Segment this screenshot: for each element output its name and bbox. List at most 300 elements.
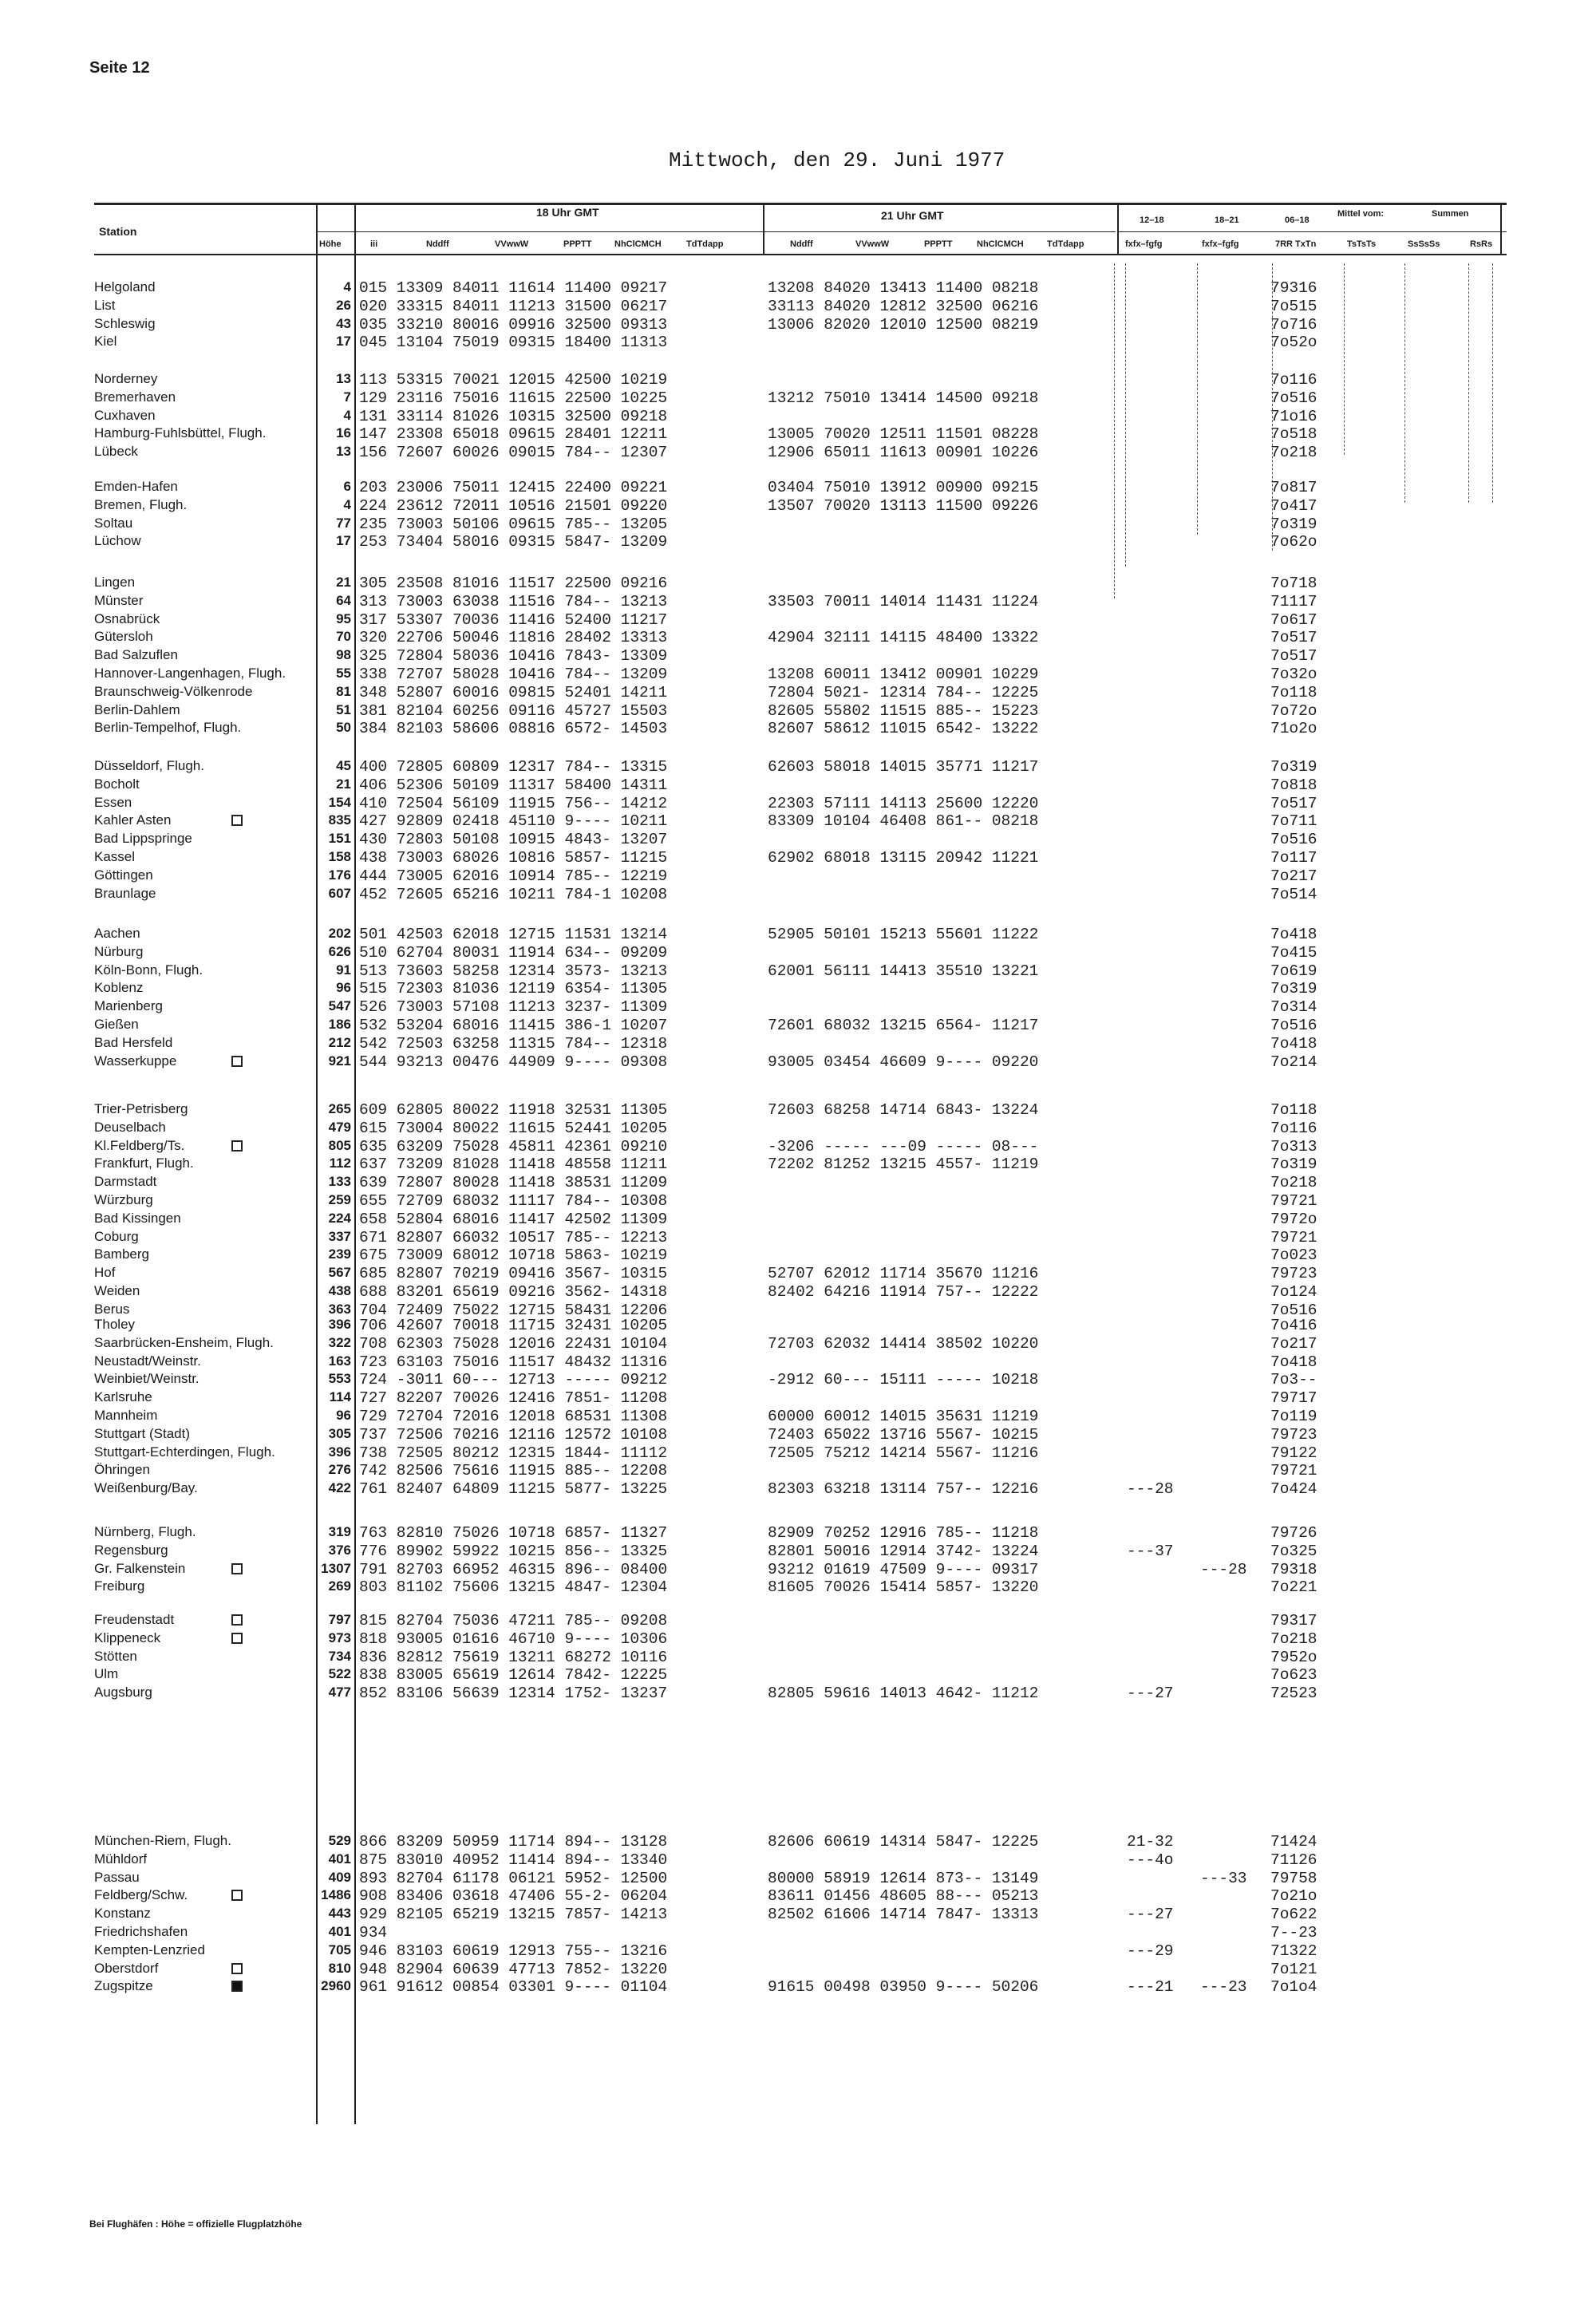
- rr-temp-group: 79318: [1270, 1561, 1317, 1578]
- station-name: Nürnberg, Flugh.: [94, 1524, 196, 1539]
- obs-18-gmt: 156 72607 60026 09015 784-- 12307: [359, 444, 668, 461]
- station-name: Lüchow: [94, 533, 141, 548]
- station-name: Mannheim: [94, 1408, 158, 1423]
- gust-12-18: ---29: [1127, 1942, 1174, 1960]
- rr-temp-group: 7o716: [1270, 316, 1317, 334]
- obs-21-gmt: 91615 00498 03950 9---- 50206: [768, 1978, 1039, 1996]
- rr-temp-group: 7o418: [1270, 1353, 1317, 1371]
- subheader-rule-right: [1117, 231, 1507, 232]
- station-height: 4: [343, 497, 351, 512]
- station-height: 224: [328, 1211, 351, 1226]
- obs-18-gmt: 510 62704 80031 11914 634-- 09209: [359, 944, 668, 962]
- col-rule-21: [1117, 203, 1119, 254]
- rr-temp-group: 7o3--: [1270, 1371, 1317, 1389]
- obs-21-gmt: 42904 32111 14115 48400 13322: [768, 629, 1039, 646]
- rr-temp-group: 7o118: [1270, 684, 1317, 701]
- rr-temp-group: 79721: [1270, 1192, 1317, 1210]
- col-rule-height: [354, 203, 356, 2124]
- table-top-rule: [94, 203, 1507, 205]
- rr-temp-group: 79726: [1270, 1524, 1317, 1542]
- station-height: 16: [336, 425, 351, 440]
- obs-18-gmt: 203 23006 75011 12415 22400 09221: [359, 479, 668, 496]
- station-height: 98: [336, 647, 351, 662]
- obs-18-gmt: 761 82407 64809 11215 5877- 13225: [359, 1480, 668, 1498]
- obs-21-gmt: 12906 65011 11613 00901 10226: [768, 444, 1039, 461]
- station-name: Trier-Petrisberg: [94, 1101, 188, 1116]
- rr-temp-group: 7952o: [1270, 1649, 1317, 1666]
- gust-12-18: ---4o: [1127, 1851, 1174, 1869]
- station-height: 186: [328, 1017, 351, 1032]
- obs-21-gmt: 82801 50016 12914 3742- 13224: [768, 1543, 1039, 1560]
- station-height: 477: [328, 1685, 351, 1700]
- obs-21-gmt: 81605 70026 15414 5857- 13220: [768, 1578, 1039, 1596]
- station-height: 438: [328, 1283, 351, 1298]
- obs-18-gmt: 513 73603 58258 12314 3573- 13213: [359, 962, 668, 980]
- header-ppptt-21: PPPTT: [924, 239, 953, 249]
- station-height: 553: [328, 1371, 351, 1386]
- obs-18-gmt: 818 93005 01616 46710 9---- 10306: [359, 1630, 668, 1648]
- obs-18-gmt: 320 22706 50046 11816 28402 13313: [359, 629, 668, 646]
- obs-18-gmt: 430 72803 50108 10915 4843- 13207: [359, 831, 668, 848]
- rr-temp-group: 7o117: [1270, 849, 1317, 867]
- station-height: 64: [336, 593, 351, 608]
- obs-21-gmt: 82303 63218 13114 757-- 12216: [768, 1480, 1039, 1498]
- rr-temp-group: 7o21o: [1270, 1887, 1317, 1905]
- station-height: 547: [328, 998, 351, 1013]
- obs-18-gmt: 742 82506 75616 11915 885-- 12208: [359, 1462, 668, 1479]
- obs-21-gmt: 22303 57111 14113 25600 12220: [768, 795, 1039, 812]
- obs-18-gmt: 224 23612 72011 10516 21501 09220: [359, 497, 668, 515]
- station-name: Essen: [94, 795, 132, 810]
- obs-21-gmt: 62902 68018 13115 20942 11221: [768, 849, 1039, 867]
- station-height: 1307: [321, 1561, 351, 1576]
- header-06-18: 06–18: [1285, 215, 1310, 225]
- header-station: Station: [99, 225, 137, 238]
- gust-12-18: ---27: [1127, 1906, 1174, 1923]
- station-name: Bremerhaven: [94, 389, 176, 405]
- obs-21-gmt: 72505 75212 14214 5567- 11216: [768, 1444, 1039, 1462]
- obs-18-gmt: 803 81102 75606 13215 4847- 12304: [359, 1578, 668, 1596]
- station-height: 176: [328, 867, 351, 883]
- station-height: 114: [329, 1389, 351, 1404]
- station-name: Klippeneck: [94, 1630, 161, 1645]
- rr-temp-group: 7o62o: [1270, 533, 1317, 551]
- station-name: Tholey: [94, 1317, 136, 1332]
- station-name: List: [94, 298, 116, 313]
- rr-temp-group: 7o514: [1270, 886, 1317, 903]
- obs-18-gmt: 706 42607 70018 11715 32431 10205: [359, 1317, 668, 1334]
- header-tsts: TsTsTs: [1347, 239, 1377, 249]
- obs-21-gmt: 13208 84020 13413 11400 08218: [768, 279, 1039, 297]
- rr-temp-group: 7o72o: [1270, 702, 1317, 720]
- obs-21-gmt: 13507 70020 13113 11500 09226: [768, 497, 1039, 515]
- station-name: Helgoland: [94, 279, 156, 294]
- obs-18-gmt: 325 72804 58036 10416 7843- 13309: [359, 647, 668, 665]
- gust-18-21: ---23: [1200, 1978, 1247, 1996]
- rr-temp-group: 7o515: [1270, 298, 1317, 315]
- rr-temp-group: 7o217: [1270, 1335, 1317, 1353]
- rr-temp-group: 7o711: [1270, 812, 1317, 830]
- station-height: 133: [328, 1174, 351, 1189]
- obs-18-gmt: 763 82810 75026 10718 6857- 11327: [359, 1524, 668, 1542]
- obs-21-gmt: 82606 60619 14314 5847- 12225: [768, 1833, 1039, 1851]
- obs-21-gmt: 13005 70020 12511 11501 08228: [768, 425, 1039, 443]
- obs-18-gmt: 948 82904 60639 47713 7852- 13220: [359, 1961, 668, 1978]
- obs-18-gmt: 729 72704 72016 12018 68531 11308: [359, 1408, 668, 1425]
- station-height: 2960: [321, 1978, 351, 1993]
- station-name: Bremen, Flugh.: [94, 497, 188, 512]
- gust-12-18: ---37: [1127, 1543, 1174, 1560]
- rr-temp-group: 7o623: [1270, 1666, 1317, 1684]
- header-iii: iii: [370, 239, 378, 249]
- obs-18-gmt: 685 82807 70219 09416 3567- 10315: [359, 1265, 668, 1282]
- obs-18-gmt: 427 92809 02418 45110 9---- 10211: [359, 812, 668, 830]
- obs-18-gmt: 131 33114 81026 10315 32500 09218: [359, 408, 668, 425]
- station-name: Norderney: [94, 371, 158, 386]
- rr-temp-group: 7o516: [1270, 1302, 1317, 1319]
- station-height: 259: [328, 1192, 351, 1207]
- station-height: 529: [328, 1833, 351, 1848]
- station-name: Emden-Hafen: [94, 479, 178, 494]
- station-height: 265: [328, 1101, 351, 1116]
- rr-temp-group: 7o417: [1270, 497, 1317, 515]
- station-name: Düsseldorf, Flugh.: [94, 758, 204, 773]
- obs-18-gmt: 815 82704 75036 47211 785-- 09208: [359, 1612, 668, 1629]
- guide-dash-1: [1114, 263, 1115, 598]
- station-height: 21: [336, 776, 351, 792]
- station-name: Friedrichshafen: [94, 1924, 188, 1939]
- rr-temp-group: 7o218: [1270, 1174, 1317, 1191]
- rr-temp-group: 7o118: [1270, 1101, 1317, 1119]
- station-name: Weißenburg/Bay.: [94, 1480, 198, 1495]
- station-name: Marienberg: [94, 998, 163, 1013]
- obs-21-gmt: 82605 55802 11515 885-- 15223: [768, 702, 1039, 720]
- station-height: 810: [328, 1961, 351, 1976]
- obs-18-gmt: 671 82807 66032 10517 785-- 12213: [359, 1229, 668, 1246]
- col-rule-end: [1500, 203, 1502, 254]
- obs-21-gmt: 82909 70252 12916 785-- 11218: [768, 1524, 1039, 1542]
- station-height: 151: [328, 831, 351, 846]
- station-height: 239: [328, 1246, 351, 1262]
- gust-12-18: ---21: [1127, 1978, 1174, 1996]
- station-name: Gr. Falkenstein: [94, 1561, 186, 1576]
- station-name: Bad Kissingen: [94, 1211, 181, 1226]
- obs-18-gmt: 438 73003 68026 10816 5857- 11215: [359, 849, 668, 867]
- footnote: Bei Flughäfen : Höhe = offizielle Flugplatzhöhe: [89, 2218, 302, 2230]
- rr-temp-group: 7o415: [1270, 944, 1317, 962]
- station-height: 158: [328, 849, 351, 864]
- station-height: 401: [328, 1851, 351, 1866]
- obs-21-gmt: 72403 65022 13716 5567- 10215: [768, 1426, 1039, 1444]
- header-18-21: 18–21: [1215, 215, 1239, 225]
- rr-temp-group: 7o319: [1270, 758, 1317, 776]
- station-height: 443: [328, 1906, 351, 1921]
- station-name: Zugspitze: [94, 1978, 153, 1993]
- station-name: Weiden: [94, 1283, 140, 1298]
- rr-temp-group: 79758: [1270, 1870, 1317, 1887]
- obs-21-gmt: 33503 70011 14014 11431 11224: [768, 593, 1039, 610]
- mountain-station-icon: [231, 1890, 243, 1901]
- obs-21-gmt: 83611 01456 48605 88--- 05213: [768, 1887, 1039, 1905]
- obs-18-gmt: 406 52306 50109 11317 58400 14311: [359, 776, 668, 794]
- rr-temp-group: 7o617: [1270, 611, 1317, 629]
- mountain-station-icon: [231, 1963, 243, 1974]
- obs-18-gmt: 348 52807 60016 09815 52401 14211: [359, 684, 668, 701]
- rr-temp-group: 71117: [1270, 593, 1317, 610]
- obs-18-gmt: 015 13309 84011 11614 11400 09217: [359, 279, 668, 297]
- gust-18-21: ---28: [1200, 1561, 1247, 1578]
- obs-18-gmt: 020 33315 84011 11213 31500 06217: [359, 298, 668, 315]
- rr-temp-group: 72523: [1270, 1685, 1317, 1702]
- rr-temp-group: 7o424: [1270, 1480, 1317, 1498]
- obs-21-gmt: 72804 5021- 12314 784-- 12225: [768, 684, 1039, 701]
- obs-18-gmt: 035 33210 80016 09916 32500 09313: [359, 316, 668, 334]
- rr-temp-group: 7o124: [1270, 1283, 1317, 1301]
- station-name: Neustadt/Weinstr.: [94, 1353, 201, 1369]
- station-name: Lingen: [94, 575, 136, 590]
- obs-18-gmt: 532 53204 68016 11415 386-1 10207: [359, 1017, 668, 1034]
- gust-12-18: ---27: [1127, 1685, 1174, 1702]
- station-height: 6: [343, 479, 351, 494]
- header-dew-18: TdTdapp: [686, 239, 724, 249]
- station-name: Öhringen: [94, 1462, 150, 1477]
- obs-18-gmt: 444 73005 62016 10914 785-- 12219: [359, 867, 668, 885]
- station-height: 363: [328, 1302, 351, 1317]
- obs-18-gmt: 791 82703 66952 46315 896-- 08400: [359, 1561, 668, 1578]
- station-name: Regensburg: [94, 1543, 168, 1558]
- subheader-rule: [318, 231, 1116, 232]
- rr-temp-group: 7o319: [1270, 980, 1317, 997]
- station-height: 13: [336, 371, 351, 386]
- station-height: 705: [328, 1942, 351, 1957]
- obs-18-gmt: 609 62805 80022 11918 32531 11305: [359, 1101, 668, 1119]
- obs-18-gmt: 658 52804 68016 11417 42502 11309: [359, 1211, 668, 1228]
- station-height: 921: [328, 1053, 351, 1069]
- station-name: Berus: [94, 1302, 130, 1317]
- obs-18-gmt: 708 62303 75028 12016 22431 10104: [359, 1335, 668, 1353]
- station-name: Saarbrücken-Ensheim, Flugh.: [94, 1335, 274, 1350]
- obs-18-gmt: 253 73404 58016 09315 5847- 13209: [359, 533, 668, 551]
- rr-temp-group: 7o517: [1270, 629, 1317, 646]
- rr-temp-group: 79721: [1270, 1462, 1317, 1479]
- station-height: 202: [328, 926, 351, 941]
- guide-dash-6: [1404, 263, 1405, 503]
- station-name: Stuttgart-Echterdingen, Flugh.: [94, 1444, 275, 1460]
- station-height: 396: [328, 1444, 351, 1460]
- obs-18-gmt: 675 73009 68012 10718 5863- 10219: [359, 1246, 668, 1264]
- station-name: Passau: [94, 1870, 140, 1885]
- station-height: 1486: [321, 1887, 351, 1902]
- station-height: 26: [336, 298, 351, 313]
- obs-21-gmt: 82402 64216 11914 757-- 12222: [768, 1283, 1039, 1301]
- obs-18-gmt: 776 89902 59922 10215 856-- 13325: [359, 1543, 668, 1560]
- rr-temp-group: 7o52o: [1270, 334, 1317, 351]
- station-name: Deuselbach: [94, 1120, 166, 1135]
- station-name: Bad Hersfeld: [94, 1035, 173, 1050]
- rr-temp-group: 7o718: [1270, 575, 1317, 592]
- obs-18-gmt: 410 72504 56109 11915 756-- 14212: [359, 795, 668, 812]
- station-name: Aachen: [94, 926, 140, 941]
- station-name: Kahler Asten: [94, 812, 172, 828]
- rr-temp-group: 71322: [1270, 1942, 1317, 1960]
- station-height: 17: [336, 334, 351, 349]
- station-name: Ulm: [94, 1666, 119, 1681]
- obs-21-gmt: -2912 60--- 15111 ----- 10218: [768, 1371, 1039, 1389]
- guide-dash-7: [1468, 263, 1469, 503]
- station-height: 319: [328, 1524, 351, 1539]
- station-height: 337: [328, 1229, 351, 1244]
- obs-18-gmt: 615 73004 80022 11615 52441 10205: [359, 1120, 668, 1137]
- station-height: 50: [336, 720, 351, 735]
- header-nddff-18: Nddff: [426, 239, 449, 249]
- obs-21-gmt: 13006 82020 12010 12500 08219: [768, 316, 1039, 334]
- station-height: 77: [336, 516, 351, 531]
- obs-18-gmt: 113 53315 70021 12015 42500 10219: [359, 371, 668, 389]
- date-heading: Mittwoch, den 29. Juni 1977: [669, 148, 1005, 172]
- page-number: Seite 12: [89, 59, 150, 77]
- header-clouds-21: NhClCMCH: [977, 239, 1024, 249]
- mountain-station-icon: [231, 1633, 243, 1644]
- obs-18-gmt: 836 82812 75619 13211 68272 10116: [359, 1649, 668, 1666]
- rr-temp-group: 7o516: [1270, 1017, 1317, 1034]
- obs-21-gmt: 80000 58919 12614 873-- 13149: [768, 1870, 1039, 1887]
- station-name: Freiburg: [94, 1578, 145, 1594]
- header-gust-1: fxfx–fgfg: [1125, 239, 1163, 249]
- rr-temp-group: 7o214: [1270, 1053, 1317, 1071]
- rr-temp-group: 79723: [1270, 1426, 1317, 1444]
- obs-18-gmt: 235 73003 50106 09615 785-- 13205: [359, 516, 668, 533]
- mountain-station-filled-icon: [231, 1981, 243, 1992]
- station-name: Kiel: [94, 334, 117, 349]
- mountain-station-icon: [231, 1140, 243, 1152]
- obs-21-gmt: 82607 58612 11015 6542- 13222: [768, 720, 1039, 737]
- rr-temp-group: 7o217: [1270, 867, 1317, 885]
- rr-temp-group: 7o516: [1270, 389, 1317, 407]
- station-name: Schleswig: [94, 316, 156, 331]
- header-gust-2: fxfx–fgfg: [1202, 239, 1239, 249]
- obs-18-gmt: 526 73003 57108 11213 3237- 11309: [359, 998, 668, 1016]
- station-height: 305: [328, 1426, 351, 1441]
- obs-18-gmt: 688 83201 65619 09216 3562- 14318: [359, 1283, 668, 1301]
- obs-18-gmt: 727 82207 70026 12416 7851- 11208: [359, 1389, 668, 1407]
- station-height: 4: [343, 408, 351, 423]
- station-height: 4: [343, 279, 351, 294]
- obs-18-gmt: 305 23508 81016 11517 22500 09216: [359, 575, 668, 592]
- obs-21-gmt: 82805 59616 14013 4642- 11212: [768, 1685, 1039, 1702]
- header-ppptt-18: PPPTT: [563, 239, 592, 249]
- rr-temp-group: 7o218: [1270, 1630, 1317, 1648]
- header-hoehe: Höhe: [319, 239, 342, 249]
- station-height: 91: [336, 962, 351, 978]
- obs-18-gmt: 452 72605 65216 10211 784-1 10208: [359, 886, 668, 903]
- obs-21-gmt: 03404 75010 13912 00900 09215: [768, 479, 1039, 496]
- rr-temp-group: 7o319: [1270, 1155, 1317, 1173]
- header-summen: Summen: [1432, 209, 1469, 219]
- obs-18-gmt: 655 72709 68032 11117 784-- 10308: [359, 1192, 668, 1210]
- header-nddff-21: Nddff: [790, 239, 813, 249]
- station-name: Stuttgart (Stadt): [94, 1426, 190, 1441]
- header-12-18: 12–18: [1140, 215, 1164, 225]
- rr-temp-group: 7o319: [1270, 516, 1317, 533]
- station-height: 95: [336, 611, 351, 626]
- rr-temp-group: 71o2o: [1270, 720, 1317, 737]
- obs-21-gmt: 33113 84020 12812 32500 06216: [768, 298, 1039, 315]
- rr-temp-group: 7o416: [1270, 1317, 1317, 1334]
- header-clouds-18: NhClCMCH: [614, 239, 662, 249]
- obs-18-gmt: 317 53307 70036 11416 52400 11217: [359, 611, 668, 629]
- station-name: Coburg: [94, 1229, 139, 1244]
- station-height: 276: [328, 1462, 351, 1477]
- station-name: Münster: [94, 593, 144, 608]
- station-height: 479: [328, 1120, 351, 1135]
- header-21-gmt: 21 Uhr GMT: [881, 209, 944, 222]
- obs-18-gmt: 704 72409 75022 12715 58431 12206: [359, 1302, 668, 1319]
- station-height: 212: [328, 1035, 351, 1050]
- obs-18-gmt: 129 23116 75016 11615 22500 10225: [359, 389, 668, 407]
- station-name: Würzburg: [94, 1192, 153, 1207]
- obs-18-gmt: 738 72505 80212 12315 1844- 11112: [359, 1444, 668, 1462]
- rr-temp-group: 71126: [1270, 1851, 1317, 1869]
- guide-dash-2: [1125, 263, 1126, 567]
- station-name: Feldberg/Schw.: [94, 1887, 188, 1902]
- obs-18-gmt: 544 93213 00476 44909 9---- 09308: [359, 1053, 668, 1071]
- header-mittel: Mittel vom:: [1337, 209, 1385, 219]
- station-height: 17: [336, 533, 351, 548]
- obs-21-gmt: 60000 60012 14015 35631 11219: [768, 1408, 1039, 1425]
- station-height: 734: [328, 1649, 351, 1664]
- obs-18-gmt: 384 82103 58606 08816 6572- 14503: [359, 720, 668, 737]
- obs-18-gmt: 961 91612 00854 03301 9---- 01104: [359, 1978, 668, 1996]
- station-height: 522: [328, 1666, 351, 1681]
- header-dew-21: TdTdapp: [1047, 239, 1084, 249]
- header-vvwww-18: VVwwW: [495, 239, 529, 249]
- station-height: 422: [328, 1480, 351, 1495]
- station-name: Bad Salzuflen: [94, 647, 178, 662]
- obs-21-gmt: 52707 62012 11714 35670 11216: [768, 1265, 1039, 1282]
- col-rule-18: [763, 203, 764, 254]
- station-name: Lübeck: [94, 444, 138, 459]
- obs-18-gmt: 501 42503 62018 12715 11531 13214: [359, 926, 668, 943]
- station-name: Konstanz: [94, 1906, 151, 1921]
- station-name: Wasserkuppe: [94, 1053, 177, 1069]
- rr-temp-group: 7o116: [1270, 1120, 1317, 1137]
- station-name: Hof: [94, 1265, 116, 1280]
- station-name: Gütersloh: [94, 629, 153, 644]
- obs-18-gmt: 639 72807 80028 11418 38531 11209: [359, 1174, 668, 1191]
- guide-dash-5: [1344, 263, 1345, 455]
- obs-18-gmt: 723 63103 75016 11517 48432 11316: [359, 1353, 668, 1371]
- obs-18-gmt: 147 23308 65018 09615 28401 12211: [359, 425, 668, 443]
- station-height: 409: [328, 1870, 351, 1885]
- obs-18-gmt: 875 83010 40952 11414 894-- 13340: [359, 1851, 668, 1869]
- obs-18-gmt: 866 83209 50959 11714 894-- 13128: [359, 1833, 668, 1851]
- station-height: 805: [328, 1138, 351, 1153]
- obs-18-gmt: 381 82104 60256 09116 45727 15503: [359, 702, 668, 720]
- obs-18-gmt: 908 83406 03618 47406 55-2- 06204: [359, 1887, 668, 1905]
- obs-21-gmt: 13208 60011 13412 00901 10229: [768, 666, 1039, 683]
- station-name: München-Riem, Flugh.: [94, 1833, 231, 1848]
- obs-18-gmt: 338 72707 58028 10416 784-- 13209: [359, 666, 668, 683]
- header-ssss: SsSsSs: [1408, 239, 1440, 249]
- station-height: 626: [328, 944, 351, 959]
- gust-12-18: ---28: [1127, 1480, 1174, 1498]
- station-name: Kempten-Lenzried: [94, 1942, 205, 1957]
- obs-18-gmt: 838 83005 65619 12614 7842- 12225: [359, 1666, 668, 1684]
- station-height: 45: [336, 758, 351, 773]
- station-height: 567: [328, 1265, 351, 1280]
- rr-temp-group: 7o517: [1270, 795, 1317, 812]
- station-name: Kassel: [94, 849, 136, 864]
